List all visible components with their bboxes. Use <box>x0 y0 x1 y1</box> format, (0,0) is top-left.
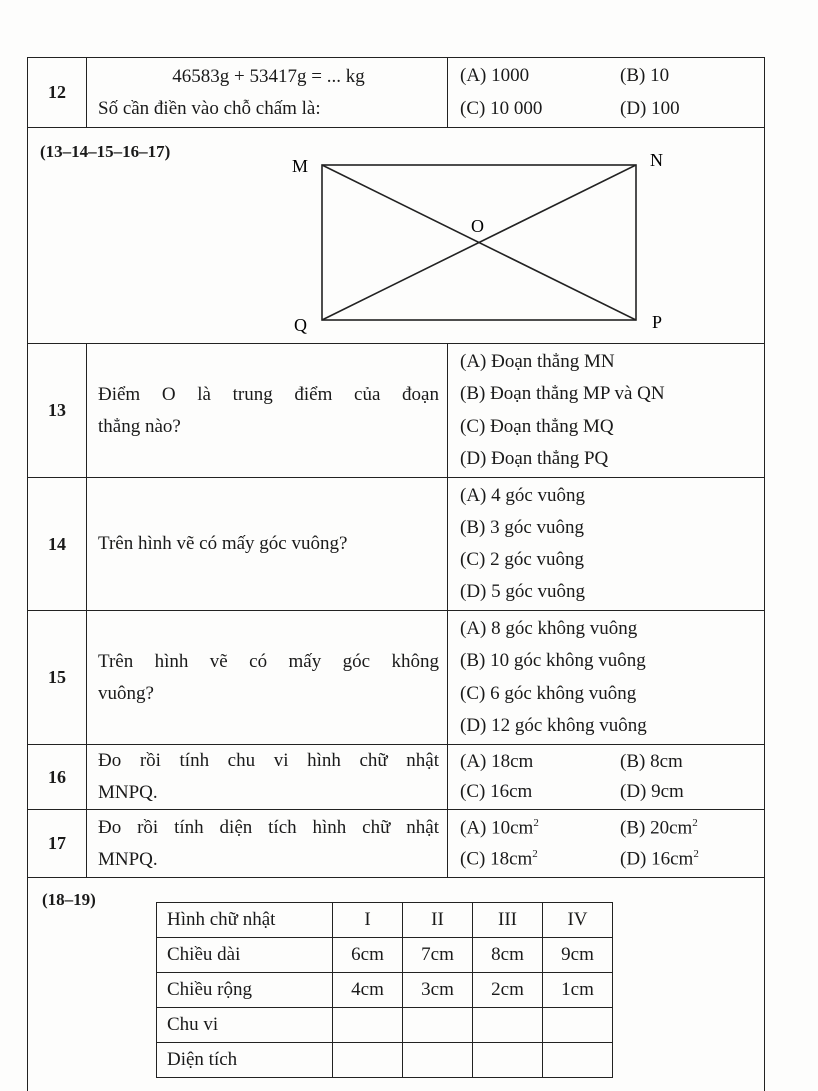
option-b[interactable]: (B) 10 góc không vuông <box>460 650 646 672</box>
table-cell: 7cm <box>403 938 473 973</box>
answer-cell[interactable] <box>333 1043 403 1078</box>
option-b[interactable]: (B) 8cm <box>620 751 683 772</box>
option-c[interactable]: (C) 10 000 <box>460 97 543 119</box>
table-row-label: Chu vi <box>157 1008 333 1043</box>
rectangle-measurements-table <box>156 902 613 1078</box>
option-d[interactable]: (D) Đoạn thẳng PQ <box>460 447 609 469</box>
table-cell: 3cm <box>403 973 473 1008</box>
exponent: 2 <box>532 848 538 861</box>
answer-cell[interactable] <box>543 1008 613 1043</box>
answer-options <box>448 810 764 877</box>
worksheet <box>27 57 765 1091</box>
section-18-19-heading: (18–19) <box>42 890 96 909</box>
answer-cell[interactable] <box>333 1008 403 1043</box>
answer-cell[interactable] <box>473 1008 543 1043</box>
answer-cell[interactable] <box>543 1043 613 1078</box>
question-number: 14 <box>28 478 87 610</box>
option-d[interactable]: (D) $16cm^2$ <box>620 848 699 870</box>
option-a[interactable]: (A) 4 góc vuông <box>460 485 586 506</box>
question-text <box>86 344 448 477</box>
table-row-label: Diện tích <box>157 1043 333 1078</box>
question-text <box>86 58 448 127</box>
question-line-1: Trên hình vẽ có mấy góc không <box>98 650 439 672</box>
question-number: 12 <box>28 58 87 127</box>
exponent: 2 <box>693 848 699 861</box>
label-p: P <box>652 312 663 332</box>
option-a[interactable]: (A) 8 góc không vuông <box>460 618 638 640</box>
question-text <box>86 611 448 744</box>
question-text <box>86 745 448 809</box>
option-d[interactable]: (D) 100 <box>620 97 680 119</box>
figure-heading: (13–14–15–16–17) <box>40 142 171 161</box>
option-b[interactable]: (B) 10 <box>620 65 670 87</box>
option-a[interactable]: (A) Đoạn thẳng MN <box>460 351 615 373</box>
table-header-cell: I <box>333 903 403 938</box>
option-b[interactable]: (B) $20cm^2$ <box>620 816 698 838</box>
table-row-label: Chiều rộng <box>157 973 333 1008</box>
table-row <box>157 1008 613 1043</box>
option-c[interactable]: (C) Đoạn thẳng MQ <box>460 415 614 437</box>
option-c[interactable]: (C) $18cm^2$ <box>460 848 538 870</box>
question-number: 17 <box>28 810 87 877</box>
table-row <box>157 1043 613 1078</box>
question-line-2: MNPQ. <box>98 848 158 870</box>
question-number: 13 <box>28 344 87 477</box>
table-header-row <box>157 903 613 938</box>
answer-options <box>448 745 764 809</box>
question-number: 16 <box>28 745 87 809</box>
option-d[interactable]: (D) 9cm <box>620 781 684 802</box>
question-15-row <box>28 611 764 745</box>
exponent: 2 <box>692 816 698 829</box>
answer-cell[interactable] <box>403 1043 473 1078</box>
answer-options <box>448 344 764 477</box>
table-header-cell: II <box>403 903 473 938</box>
question-14-row <box>28 478 764 611</box>
table-cell: 2cm <box>473 973 543 1008</box>
table-cell: 8cm <box>473 938 543 973</box>
question-line-1: Trên hình vẽ có mấy góc vuông? <box>98 533 348 554</box>
question-12-row <box>28 58 764 128</box>
label-m: M <box>292 156 309 176</box>
rectangle-mnpq-figure <box>28 128 764 342</box>
option-c[interactable]: (C) 2 góc vuông <box>460 549 585 570</box>
option-a[interactable]: (A) $10cm^2$ <box>460 816 539 838</box>
option-c[interactable]: (C) 6 góc không vuông <box>460 682 637 704</box>
question-text <box>86 810 448 877</box>
table-row-label: Chiều dài <box>157 938 333 973</box>
question-16-row <box>28 745 764 810</box>
question-line-2: vuông? <box>98 682 154 704</box>
figure-row <box>28 128 764 344</box>
question-line-2: thẳng nào? <box>98 415 181 437</box>
table-cell: 6cm <box>333 938 403 973</box>
answer-cell[interactable] <box>473 1043 543 1078</box>
question-prompt: Số cần điền vào chỗ chấm là: <box>98 97 321 119</box>
question-17-row <box>28 810 764 878</box>
question-formula: 46583g + 53417g = ... kg <box>172 65 365 87</box>
answer-options <box>448 611 764 744</box>
option-b[interactable]: (B) 3 góc vuông <box>460 517 585 538</box>
question-line-1: Đo rồi tính diện tích hình chữ nhật <box>98 816 439 838</box>
option-a[interactable]: (A) 18cm <box>460 751 534 772</box>
table-cell: 4cm <box>333 973 403 1008</box>
table-cell: 1cm <box>543 973 613 1008</box>
label-n: N <box>650 150 663 170</box>
question-number: 15 <box>28 611 87 744</box>
label-o: O <box>471 216 484 236</box>
table-cell: 9cm <box>543 938 613 973</box>
option-b[interactable]: (B) Đoạn thẳng MP và QN <box>460 383 665 405</box>
label-q: Q <box>294 315 307 335</box>
answer-options <box>448 58 764 127</box>
question-13-row <box>28 344 764 478</box>
table-header-cell: IV <box>543 903 613 938</box>
table-header-cell: Hình chữ nhật <box>157 903 333 938</box>
option-d[interactable]: (D) 5 góc vuông <box>460 581 586 602</box>
question-line-1: Đo rồi tính chu vi hình chữ nhật <box>98 750 439 771</box>
question-line-2: MNPQ. <box>98 782 158 803</box>
option-c[interactable]: (C) 16cm <box>460 781 533 802</box>
option-d[interactable]: (D) 12 góc không vuông <box>460 714 647 736</box>
question-text <box>86 478 448 610</box>
table-row <box>157 938 613 973</box>
option-a[interactable]: (A) 1000 <box>460 65 530 87</box>
table-row <box>157 973 613 1008</box>
question-line-1: Điểm O là trung điểm của đoạn <box>98 383 439 405</box>
exponent: 2 <box>533 816 539 829</box>
answer-cell[interactable] <box>403 1008 473 1043</box>
answer-options <box>448 478 764 610</box>
table-header-cell: III <box>473 903 543 938</box>
